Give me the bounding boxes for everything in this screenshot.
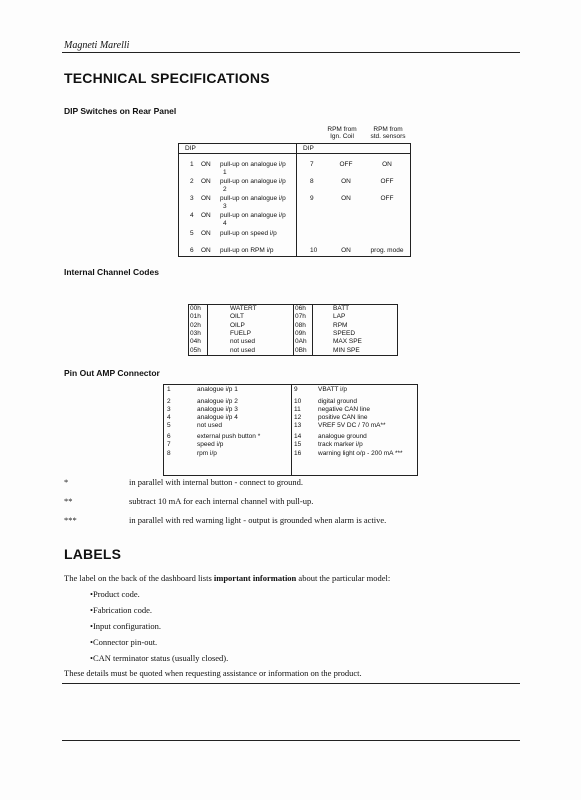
labels-intro-text: The label on the back of the dashboard lists	[64, 573, 214, 583]
dip-desc-sub: 2	[223, 186, 227, 193]
pin-desc: VBATT i/p	[318, 386, 348, 393]
dip-coil-value: ON	[341, 247, 351, 254]
channels-right	[397, 304, 398, 356]
dip-col-coil-line2: Ign. Coil	[330, 133, 354, 140]
dip-std-value: ON	[382, 161, 392, 168]
channel-code: 03h	[190, 329, 201, 337]
pin-number: 16	[294, 450, 302, 457]
dip-col-std-line1: RPM from	[373, 126, 403, 133]
pin-desc: analogue ground	[318, 433, 367, 440]
dip-desc-sub: 3	[223, 203, 227, 210]
channel-name: MIN SPE	[333, 346, 360, 354]
dip-table-left	[178, 143, 179, 257]
channel-code: 0Bh	[295, 346, 307, 354]
pin-desc: rpm i/p	[197, 450, 217, 457]
dip-num: 7	[310, 161, 314, 168]
channel-name: BATT	[333, 305, 350, 312]
dip-desc: pull-up on analogue i/p	[220, 178, 286, 185]
label-item: •Connector pin-out.	[90, 637, 158, 647]
header-brand: Magneti Marelli	[64, 40, 130, 51]
pin-number: 4	[167, 414, 171, 421]
pinout-heading: Pin Out AMP Connector	[64, 368, 160, 378]
channel-name: OILP	[230, 321, 245, 329]
dip-num: 10	[310, 247, 318, 254]
channels-heading: Internal Channel Codes	[64, 267, 159, 277]
dip-std-value: prog. mode	[370, 247, 404, 254]
dip-state: ON	[201, 178, 211, 185]
label-item: •CAN terminator status (usually closed).	[90, 653, 229, 663]
dip-state: ON	[201, 247, 211, 254]
dip-desc-sub: 1	[223, 169, 227, 176]
dip-desc: pull-up on RPM i/p	[220, 247, 274, 254]
dip-label-right: DIP	[303, 145, 314, 152]
dip-state: ON	[201, 161, 211, 168]
pin-number: 8	[167, 450, 171, 457]
pinout-left	[163, 384, 164, 476]
pin-desc: negative CAN line	[318, 406, 371, 413]
pin-number: 7	[167, 441, 171, 448]
dip-num: 5	[190, 230, 194, 237]
label-item: •Input configuration.	[90, 621, 161, 631]
note-mark: ***	[64, 515, 77, 525]
dip-desc-sub: 4	[223, 220, 227, 227]
dip-desc: pull-up on analogue i/p	[220, 212, 286, 219]
note-mark: *	[64, 477, 69, 487]
channel-code: 07h	[295, 313, 306, 321]
channel-name: SPEED	[333, 329, 356, 337]
channel-code: 02h	[190, 321, 201, 329]
labels-footer: These details must be quoted when requesting assistance or information on the product.	[64, 668, 362, 678]
pin-desc: positive CAN line	[318, 414, 368, 421]
dip-table	[178, 143, 411, 257]
pin-number: 9	[294, 386, 298, 393]
pin-desc: analogue i/p 2	[197, 398, 238, 405]
pin-desc: digital ground	[318, 398, 358, 405]
channel-name: not used	[230, 346, 255, 354]
dip-col-std-header	[364, 126, 412, 140]
header-rule	[62, 52, 520, 53]
channel-code: 0Ah	[295, 338, 307, 346]
labels-title: LABELS	[64, 546, 122, 562]
dip-desc: pull-up on analogue i/p	[220, 195, 286, 202]
pin-number: 5	[167, 422, 171, 429]
labels-intro-bold: important information	[213, 573, 297, 583]
label-item: •Fabrication code.	[90, 605, 152, 615]
pin-number: 11	[294, 406, 301, 413]
channels-col2	[293, 304, 294, 356]
labels-intro-tail: about the particular model:	[296, 573, 391, 583]
channel-code: 00h	[190, 305, 201, 312]
note-mark: **	[64, 496, 73, 506]
pin-number: 12	[294, 414, 302, 421]
page-title: TECHNICAL SPECIFICATIONS	[64, 70, 270, 86]
dip-table-header-rule	[178, 153, 411, 154]
dip-label-left: DIP	[185, 145, 196, 152]
dip-state: ON	[201, 195, 211, 202]
channel-name: not used	[230, 338, 255, 346]
pinout-table	[163, 384, 418, 476]
dip-num: 1	[190, 161, 194, 168]
channel-name: LAP	[333, 313, 346, 321]
pin-number: 6	[167, 433, 171, 440]
dip-col-std-line2: std. sensors	[370, 133, 406, 140]
channel-code: 06h	[295, 305, 306, 312]
channel-code: 04h	[190, 338, 201, 346]
label-item: •Product code.	[90, 589, 140, 599]
pin-desc: analogue i/p 1	[197, 386, 238, 393]
pin-number: 15	[294, 441, 302, 448]
dip-state: ON	[201, 212, 211, 219]
channels-col3	[312, 304, 313, 356]
pin-desc: analogue i/p 4	[197, 414, 238, 421]
channel-code: 05h	[190, 346, 201, 354]
dip-table-right	[410, 143, 411, 257]
pin-desc: not used	[197, 422, 222, 429]
dip-num: 3	[190, 195, 194, 202]
note-text: in parallel with internal button - connect to ground.	[129, 477, 303, 487]
channel-code: 08h	[295, 321, 306, 329]
pin-number: 1	[167, 386, 171, 393]
note-text: subtract 10 mA for each internal channel with pull-up.	[129, 496, 314, 506]
channels-table	[188, 304, 398, 356]
dip-table-mid	[296, 143, 297, 257]
channel-name: WATERT	[230, 305, 257, 312]
channel-name: MAX SPE	[333, 338, 362, 346]
pin-number: 14	[294, 433, 302, 440]
dip-std-value: OFF	[380, 195, 394, 202]
pin-number: 3	[167, 406, 171, 413]
channels-left	[188, 304, 189, 356]
pin-number: 10	[294, 398, 302, 405]
pin-number: 13	[294, 422, 302, 429]
pin-desc: analogue i/p 3	[197, 406, 238, 413]
dip-col-coil-header	[318, 126, 366, 140]
footer-rule-2	[62, 740, 520, 741]
dip-desc: pull-up on speed i/p	[220, 230, 277, 237]
dip-coil-value: OFF	[339, 161, 353, 168]
dip-state: ON	[201, 230, 211, 237]
labels-intro	[64, 573, 390, 583]
pinout-right	[417, 384, 418, 476]
pin-desc: speed i/p	[197, 441, 224, 448]
pin-desc: warning light o/p - 200 mA ***	[318, 450, 403, 457]
note-text: in parallel with red warning light - output is grounded when alarm is active.	[129, 515, 387, 525]
dip-num: 6	[190, 247, 194, 254]
pin-number: 2	[167, 398, 171, 405]
dip-num: 9	[310, 195, 314, 202]
dip-coil-value: ON	[341, 195, 351, 202]
dip-table-top	[178, 143, 411, 144]
channel-name: RPM	[333, 321, 348, 329]
channels-col1	[207, 304, 208, 356]
pinout-mid	[291, 384, 292, 476]
channel-name: OILT	[230, 313, 244, 321]
pin-desc: VREF 5V DC / 70 mA**	[318, 422, 386, 429]
channel-name: FUELP	[230, 329, 251, 337]
channel-code: 09h	[295, 329, 306, 337]
dip-std-value: OFF	[380, 178, 394, 185]
dip-num: 4	[190, 212, 194, 219]
channel-code: 01h	[190, 313, 201, 321]
dip-table-bottom	[178, 256, 411, 257]
dip-desc: pull-up on analogue i/p	[220, 161, 286, 168]
pin-desc: external push button *	[197, 433, 261, 440]
pin-desc: track marker i/p	[318, 441, 363, 448]
dip-num: 2	[190, 178, 194, 185]
dip-coil-value: ON	[341, 178, 351, 185]
dip-num: 8	[310, 178, 314, 185]
footer-rule-1	[62, 683, 520, 684]
dip-col-coil-line1: RPM from	[327, 126, 357, 133]
dip-heading: DIP Switches on Rear Panel	[64, 106, 177, 116]
